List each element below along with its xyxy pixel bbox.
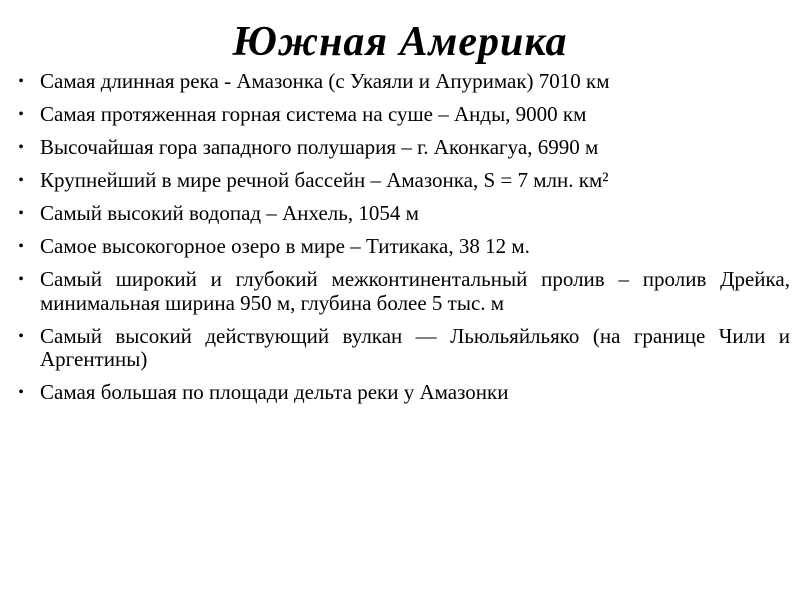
fact-item: [18, 323, 790, 382]
fact-item: [18, 201, 790, 235]
bullet-icon: •: [18, 139, 24, 156]
bullet-icon: •: [18, 271, 24, 288]
fact-text: Самая протяженная горная система на суше – Анды, 9000 км: [40, 102, 587, 126]
bullet-icon: •: [18, 384, 24, 401]
fact-text: Самый высокий водопад – Анхель, 1054 м: [40, 201, 419, 225]
fact-text: Самая длинная река - Амазонка (с Укаяли и Апуримак) 7010 км: [40, 69, 610, 93]
bullet-icon: •: [18, 172, 24, 189]
slide-title: Южная Америка: [232, 19, 568, 65]
bullet-icon: •: [18, 327, 24, 345]
fact-text: Самое высокогорное озеро в мире – Титикака, 38 12 м.: [40, 234, 530, 258]
fact-item: [18, 102, 790, 136]
facts-list: [0, 70, 800, 414]
fact-item: [18, 380, 790, 414]
bullet-icon: •: [18, 205, 24, 222]
fact-item: [18, 168, 790, 202]
fact-item: [18, 267, 790, 325]
bullet-icon: •: [18, 106, 24, 123]
fact-text: Самая большая по площади дельта реки у Амазонки: [40, 380, 509, 404]
bullet-icon: •: [18, 238, 24, 255]
fact-text: Самый высокий действующий вулкан — Льюльяйльяко (на границе Чили и Аргентины): [40, 323, 790, 371]
fact-text: Самый широкий и глубокий межконтинентальный пролив – пролив Дрейка, минимальная ширина 950 м, глубина более 5 тыс. м: [40, 267, 790, 315]
fact-text: Высочайшая гора западного полушария – г. Аконкагуа, 6990 м: [40, 135, 599, 159]
fact-item: [18, 234, 790, 268]
fact-item: [18, 135, 790, 169]
fact-item: [18, 69, 790, 103]
bullet-icon: •: [18, 73, 24, 90]
fact-text: Крупнейший в мире речной бассейн – Амазонка, S = 7 млн. км²: [40, 168, 609, 192]
